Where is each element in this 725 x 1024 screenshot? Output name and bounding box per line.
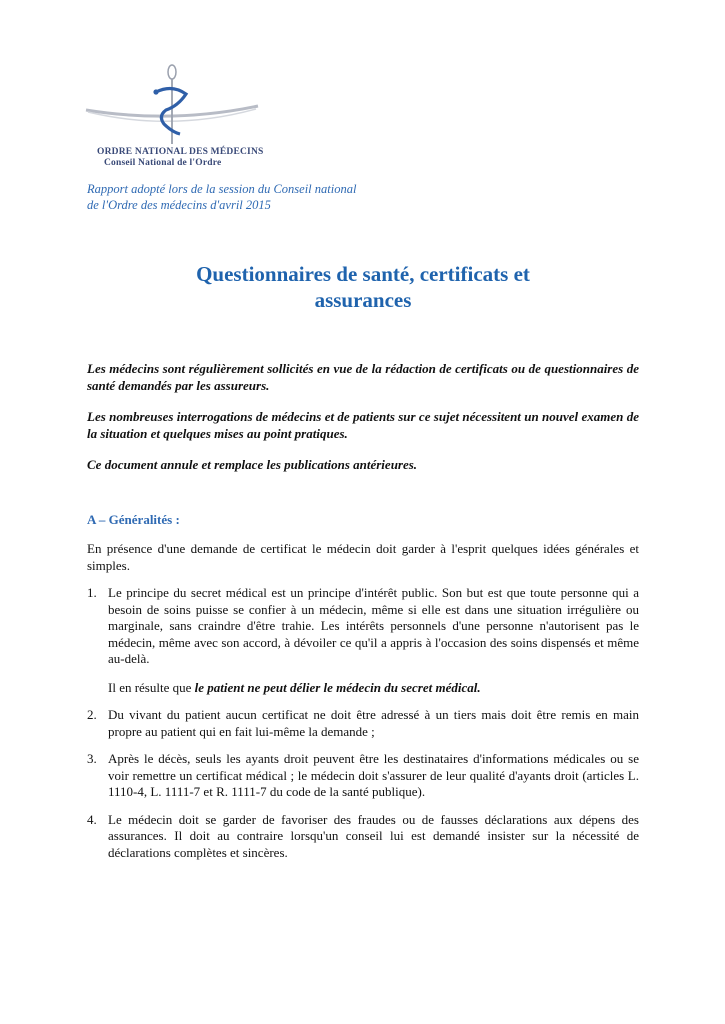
title-line-2: assurances [314, 288, 412, 312]
list-item [87, 751, 639, 801]
list-item-text: Le médecin doit se garder de favoriser des fraudes ou de fausses déclarations aux dépens des assurances. Il doit au contraire lorsqu'un conseil lui est demandé insister sur la nécessité de déclarations complètes et sincères. [108, 811, 639, 860]
intro-paragraph: Ce document annule et remplace les publications antérieures. [87, 457, 418, 472]
intro-block [87, 360, 639, 487]
caduceus-icon [82, 62, 262, 147]
section-lead: En présence d'une demande de certificat le médecin doit garder à l'esprit quelques idées générales et simples. [87, 541, 639, 573]
list-item-conclusion [108, 680, 639, 697]
title-line-1: Questionnaires de santé, certificats et [196, 262, 530, 286]
list-number: 2. [87, 707, 97, 722]
list-number: 3. [87, 751, 97, 766]
intro-paragraph: Les médecins sont régulièrement sollicités en vue de la rédaction de certificats ou de questionnaires de santé demandés par les assureurs. [87, 361, 639, 393]
section-heading: A – Généralités : [87, 512, 180, 527]
adoption-line-1: Rapport adopté lors de la session du Conseil national [87, 182, 357, 196]
conclusion-prefix: Il en résulte que [108, 679, 195, 695]
document-title [87, 261, 639, 313]
list-item-text: Du vivant du patient aucun certificat ne doit être adressé à un tiers mais doit être remis en main propre au patient qui en fait lui-même la demande ; [108, 707, 639, 739]
list-item [87, 707, 639, 740]
logo-title: ORDRE NATIONAL DES MÉDECINS [97, 147, 264, 157]
list-number: 1. [87, 585, 97, 600]
list-number: 4. [87, 811, 97, 827]
section-body [87, 541, 639, 872]
intro-paragraph: Les nombreuses interrogations de médecins et de patients sur ce sujet nécessitent un nouvel examen de la situation et quelques mises au point pratiques. [87, 409, 639, 441]
list-item-text: Après le décès, seuls les ayants droit peuvent être les destinataires d'informations médicales ou se voir remettre un certificat médical ; le médecin doit s'assurer de leur qualité d'ayants droit (articles L. 1110-4, L. 1111-7 et R. 1111-7 du code de la santé publique). [108, 751, 639, 799]
list-item [87, 585, 639, 696]
adoption-line-2: de l'Ordre des médecins d'avril 2015 [87, 198, 271, 212]
adoption-note [87, 181, 387, 213]
list-item [87, 812, 639, 862]
conclusion-emphasis: le patient ne peut délier le médecin du secret médical. [194, 679, 481, 695]
list-item-text: Le principe du secret médical est un principe d'intérêt public. Son but est que toute personne qui a besoin de soins puisse se confier à un médecin, même si elle est dans une situation irrégulière ou marginale, sans craindre d'être trahie. Les intérêts personnels d'une personne n'autorisent pas le médecin, même avec son accord, à dévoiler ce qu'il a appris à l'occasion des soins dispensés et même au-delà. [108, 585, 639, 666]
logo-subtitle: Conseil National de l'Ordre [104, 158, 222, 168]
ordre-logo [82, 62, 262, 172]
